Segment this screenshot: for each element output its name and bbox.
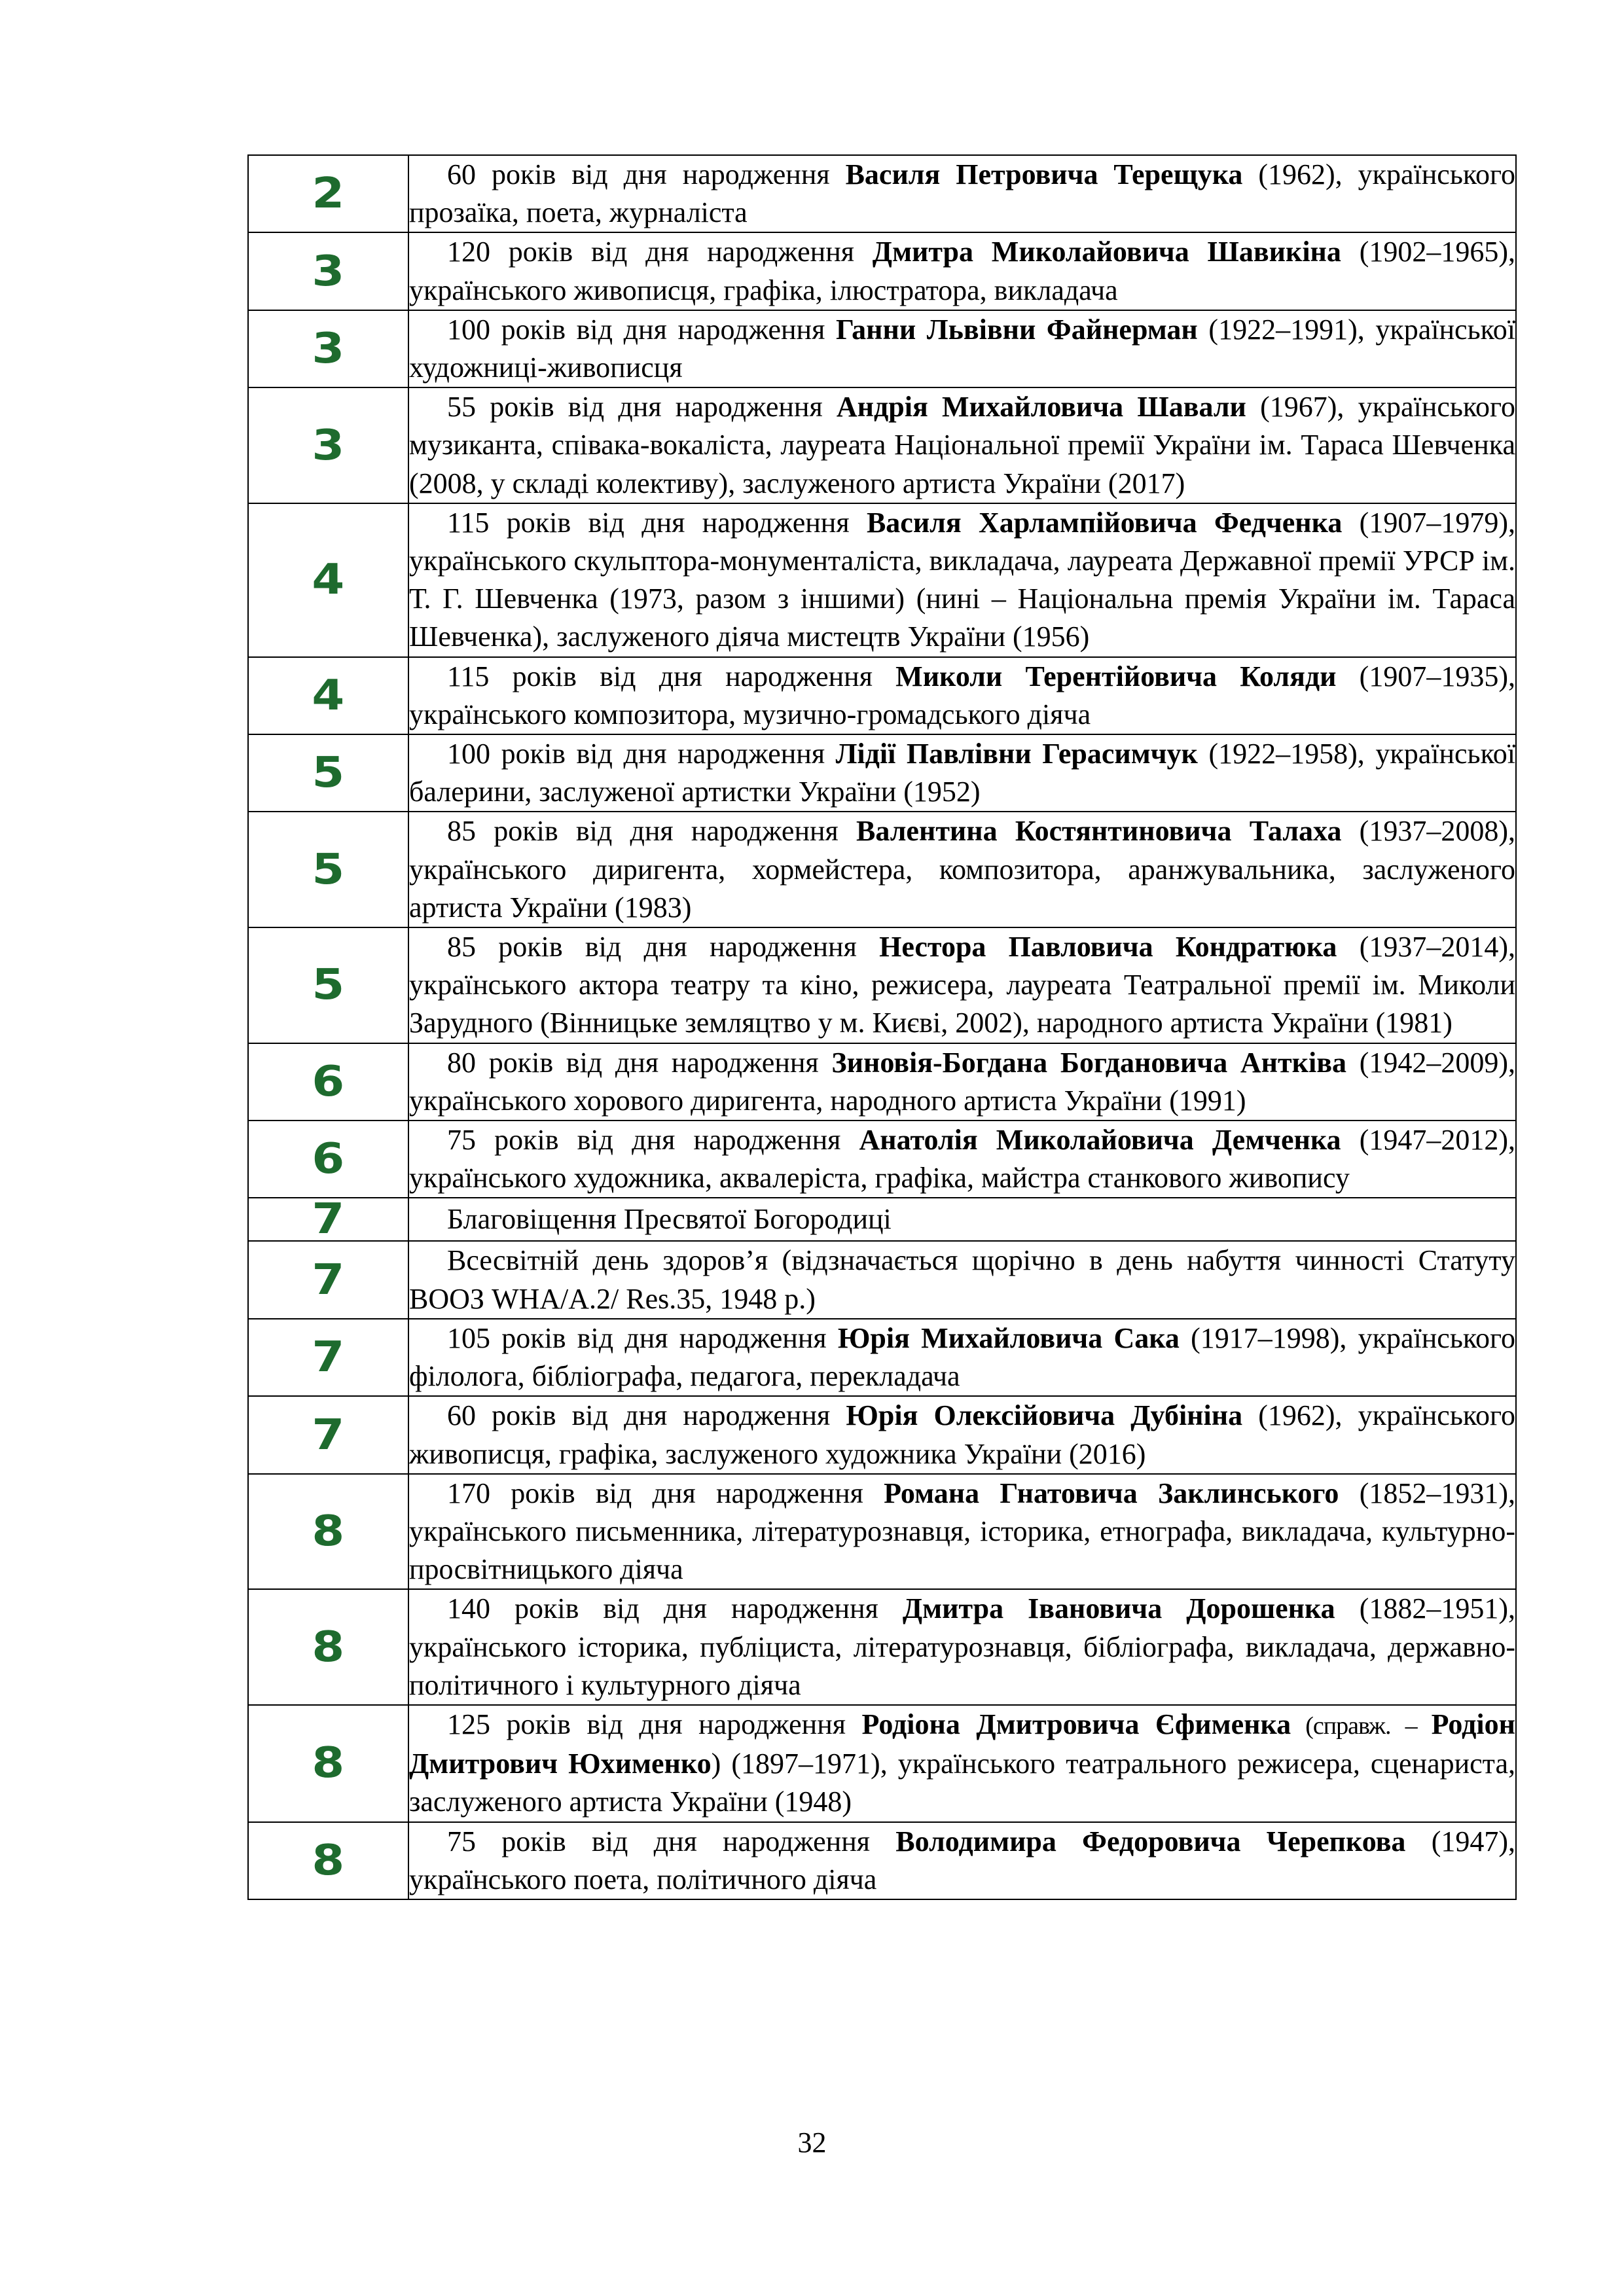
event-text-lead: 140 років від дня народження [447, 1592, 903, 1625]
event-text-details: (1962), українського прозаїка, поета, журналіста [409, 158, 1515, 229]
event-cell [408, 503, 1516, 657]
event-description [409, 1121, 1515, 1197]
event-description [409, 1706, 1515, 1821]
day-cell [248, 1195, 408, 1244]
event-text-details: (1947), українського поета, політичного діяча [409, 1825, 1515, 1895]
event-text-details: (1852–1931), українського письменника, літературознавця, історика, етнографа, викладача, культурно-просвітницького діяча [409, 1477, 1516, 1586]
day-number: 3 [312, 247, 345, 296]
event-text-lead: 170 років від дня народження [447, 1477, 884, 1509]
day-number: 5 [312, 961, 345, 1010]
event-text-details: (1967), українського музиканта, співака-вокаліста, лауреата Національної премії України ім. Тараса Шевченка (2008, у складі колективу), заслуженого артиста України (2017) [409, 391, 1516, 499]
person-name: Дмитра Миколайовича Шавикіна [872, 236, 1341, 268]
day-cell [248, 1396, 408, 1473]
event-text-details: (1922–1991), української художниці-живописця [409, 313, 1516, 384]
event-cell [408, 657, 1516, 734]
event-description [409, 311, 1515, 387]
table-row [248, 387, 1516, 503]
event-text-lead: 60 років від дня народження [447, 158, 846, 190]
event-cell [408, 927, 1516, 1043]
event-description [409, 233, 1515, 309]
day-cell [248, 734, 408, 812]
table-row [248, 812, 1516, 927]
table-row [248, 155, 1516, 232]
event-text-lead: 85 років від дня народження [447, 815, 857, 848]
event-text-details: (1937–2014), українського актора театру та кіно, режисера, лауреата Театральної премії ім. Миколи Зарудного (Вінницьке земляцтво у м. Києві, 2002), народного артиста України (1981) [409, 931, 1515, 1039]
table-row [248, 1589, 1516, 1705]
event-cell [408, 1043, 1516, 1121]
person-name: Анатолія Миколайовича Демченка [859, 1124, 1341, 1157]
event-description [409, 1242, 1515, 1318]
event-text-details: (1962), українського живописця, графіка, заслуженого художника України (2016) [409, 1399, 1515, 1470]
event-text-lead: 105 років від дня народження [447, 1321, 838, 1354]
day-number: 5 [312, 845, 345, 894]
day-cell [248, 1043, 408, 1121]
day-cell [248, 1319, 408, 1396]
event-text-lead: 120 років від дня народження [447, 236, 873, 268]
event-text-details: (1917–1998), українського філолога, бібліографа, педагога, перекладача [409, 1321, 1515, 1393]
day-cell [248, 812, 408, 927]
event-text-lead: 115 років від дня народження [447, 660, 896, 692]
event-description [409, 1044, 1515, 1120]
day-cell [248, 1822, 408, 1899]
event-text-details: (1922–1958), української балерини, заслуженої артистки України (1952) [409, 738, 1515, 808]
day-number: 4 [312, 671, 345, 720]
anniversary-calendar-table [247, 154, 1517, 1900]
event-description [409, 812, 1515, 927]
event-text-details: (1902–1965), українського живописця, графіка, ілюстратора, викладача [409, 236, 1516, 306]
day-number: 5 [312, 749, 345, 798]
table-row [248, 657, 1516, 734]
day-number: 4 [312, 556, 345, 605]
day-number: 7 [312, 1410, 345, 1460]
table-row [248, 1043, 1516, 1121]
table-row [248, 1198, 1516, 1241]
person-name: Дмитра Івановича Дорошенка [902, 1592, 1335, 1625]
real-name-note: (справж. – [1291, 1712, 1432, 1740]
person-name: Миколи Терентійовича Коляди [895, 660, 1337, 692]
day-number: 7 [312, 1255, 345, 1304]
event-text-details: (1947–2012), українського художника, аквалеріста, графіка, майстра станкового живопису [409, 1124, 1516, 1194]
event-cell [408, 812, 1516, 927]
event-description [409, 1475, 1515, 1589]
event-description [409, 156, 1515, 232]
table-row [248, 1474, 1516, 1590]
day-cell [248, 1705, 408, 1822]
day-number: 7 [312, 1195, 345, 1244]
day-cell [248, 1121, 408, 1198]
day-cell [248, 155, 408, 232]
event-description [409, 1823, 1515, 1899]
event-text-details: (1942–2009), українського хорового диригента, народного артиста України (1991) [409, 1046, 1516, 1117]
event-cell [408, 1241, 1516, 1318]
day-cell [248, 232, 408, 310]
day-cell [248, 503, 408, 657]
table-row [248, 927, 1516, 1043]
day-number: 8 [312, 1507, 345, 1556]
day-cell [248, 1589, 408, 1705]
event-cell [408, 1319, 1516, 1396]
table-row [248, 310, 1516, 387]
event-cell [408, 734, 1516, 812]
person-name: Андрія Михайловича Шавали [836, 391, 1246, 423]
day-number: 8 [312, 1836, 345, 1885]
table-row [248, 232, 1516, 310]
person-name: Василя Харлампійовича Федченка [866, 506, 1343, 539]
event-description [409, 1200, 1515, 1238]
person-name: Ганни Львівни Файнерман [835, 313, 1198, 346]
day-number: 8 [312, 1739, 345, 1788]
event-text-details: (1882–1951), українського історика, публіциста, літературознавця, бібліографа, викладача, державно-політичного і культурного діяча [409, 1592, 1515, 1701]
table-row [248, 1319, 1516, 1396]
table-row [248, 1121, 1516, 1198]
person-name: Лідії Павлівни Герасимчук [835, 738, 1198, 770]
event-description [409, 928, 1515, 1043]
event-cell [408, 155, 1516, 232]
event-cell [408, 1705, 1516, 1822]
event-description [409, 1590, 1515, 1704]
event-cell [408, 1589, 1516, 1705]
day-number: 2 [312, 170, 345, 219]
person-name: Зиновія-Богдана Богдановича Антківа [831, 1046, 1346, 1079]
event-cell [408, 1822, 1516, 1899]
event-text-lead: 80 років від дня народження [447, 1046, 832, 1079]
event-cell [408, 1396, 1516, 1473]
event-text-lead: 100 років від дня народження [447, 313, 836, 346]
event-text-details: (1907–1979), українського скульптора-монументаліста, викладача, лауреата Державної премії УРСР ім. Т. Г. Шевченка (1973, разом з іншими) (нині – Національна премія України ім. Тараса Шевченка), заслуженого діяча мистецтв України (1956) [409, 506, 1515, 653]
day-number: 3 [312, 421, 345, 470]
day-number: 8 [312, 1623, 345, 1672]
person-name: Володимира Федоровича Черепкова [895, 1825, 1406, 1857]
event-text-lead: 75 років від дня народження [447, 1825, 896, 1857]
event-cell [408, 387, 1516, 503]
person-name: Романа Гнатовича Заклинського [884, 1477, 1339, 1509]
event-description [409, 735, 1515, 811]
day-cell [248, 310, 408, 387]
table-row [248, 1396, 1516, 1473]
day-number: 3 [312, 325, 345, 374]
event-text-details: (1937–2008), українського диригента, хормейстера, композитора, аранжувальника, заслуженого артиста України (1983) [409, 815, 1515, 924]
day-number: 6 [312, 1057, 345, 1106]
table-row [248, 734, 1516, 812]
table-row [248, 1822, 1516, 1899]
event-description [409, 388, 1515, 503]
event-cell [408, 1121, 1516, 1198]
event-text-lead: 125 років від дня народження [447, 1708, 862, 1740]
person-name: Валентина Костянтиновича Талаха [856, 815, 1342, 848]
event-text-lead: 85 років від дня народження [447, 931, 880, 963]
person-name: Юрія Олексійовича Дубініна [846, 1399, 1243, 1432]
event-cell [408, 232, 1516, 310]
event-description [409, 1397, 1515, 1473]
event-text-lead: Всесвітній день здоров’я (відзначається щорічно в день набуття чинності Статуту ВООЗ WHA/A.2/ Res.35, 1948 р.) [409, 1244, 1515, 1315]
event-text-lead: 55 років від дня народження [447, 391, 837, 423]
event-cell [408, 310, 1516, 387]
day-cell [248, 1241, 408, 1318]
event-text-lead: Благовіщення Пресвятої Богородиці [447, 1203, 892, 1236]
person-name: Родіона Дмитровича Єфименка [861, 1708, 1291, 1740]
event-cell [408, 1198, 1516, 1241]
event-text-lead: 100 років від дня народження [447, 738, 836, 770]
page-number: 32 [797, 2126, 827, 2159]
calendar-table-body [248, 155, 1516, 1899]
day-number: 7 [312, 1333, 345, 1382]
event-text-lead: 60 років від дня народження [447, 1399, 846, 1432]
person-name: Василя Петровича Терещука [845, 158, 1243, 190]
event-text-lead: 75 років від дня народження [447, 1124, 859, 1157]
person-name: Нестора Павловича Кондратюка [879, 931, 1337, 963]
event-text-details: ) (1897–1971), українського театрального режисера, сценариста, заслуженого артиста України (1948) [409, 1748, 1515, 1818]
day-cell [248, 927, 408, 1043]
person-real-name: Родіон Дмитрович Юхименко [409, 1708, 1515, 1780]
table-row [248, 503, 1516, 657]
person-name: Юрія Михайловича Сака [837, 1321, 1180, 1354]
event-description [409, 504, 1515, 656]
event-cell [408, 1474, 1516, 1590]
event-text-details: (1907–1935), українського композитора, музично-громадського діяча [409, 660, 1515, 730]
table-row [248, 1705, 1516, 1822]
event-description [409, 658, 1515, 734]
day-cell [248, 1474, 408, 1590]
event-text-lead: 115 років від дня народження [447, 506, 867, 539]
day-cell [248, 387, 408, 503]
day-cell [248, 657, 408, 734]
day-number: 6 [312, 1135, 345, 1184]
table-row [248, 1241, 1516, 1318]
event-description [409, 1319, 1515, 1395]
